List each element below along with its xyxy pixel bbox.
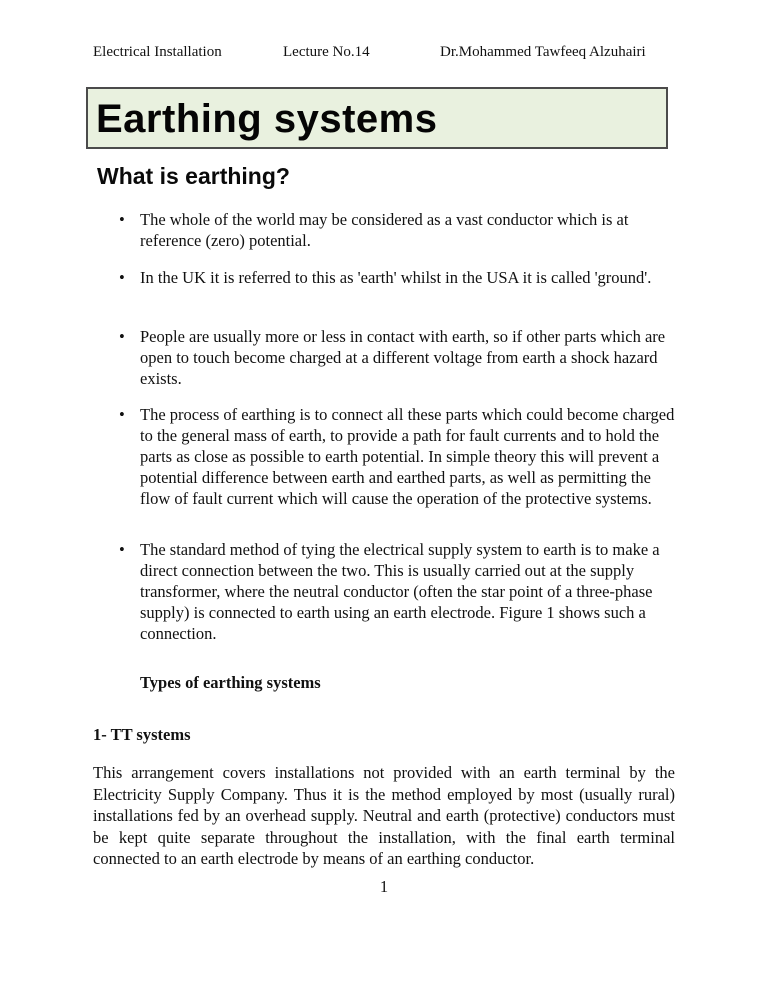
list-item-text: People are usually more or less in contact with earth, so if other parts which are open to touch become charged at a different voltage from earth a shock hazard exists. <box>140 327 666 388</box>
list-item <box>93 267 675 288</box>
list-item <box>93 209 675 251</box>
list-item <box>93 404 675 509</box>
header-lecture-number: Lecture No.14 <box>283 44 370 60</box>
header-author-name: Dr.Mohammed Tawfeeq Alzuhairi <box>440 44 646 60</box>
earthing-bullet-list <box>93 209 675 644</box>
tt-systems-paragraph: This arrangement covers installations not provided with an earth terminal by the Electricity Supply Company. Thus it is the method employed by most (usually rural) installations fed by an overhead supply. Neutral and earth (protective) conductors must be kept quite separate throughout the installation, with the final earth terminal connected to an earth electrode by means of an earthing conductor. <box>93 763 675 868</box>
list-item-text: The process of earthing is to connect all these parts which could become charged to the general mass of earth, to provide a path for fault currents and to hold the parts as close as possible to earth potential. In simple theory this will prevent a potential difference between earth and earthed parts, as well as permitting the flow of fault current which will cause the operation of the protective systems. <box>140 405 675 508</box>
types-of-earthing-heading: Types of earthing systems <box>140 673 321 692</box>
bullet-marker: • <box>119 405 125 424</box>
header-course-title: Electrical Installation <box>93 44 222 60</box>
page-number: 1 <box>379 876 389 896</box>
bullet-marker: • <box>119 327 125 346</box>
bullet-marker: • <box>119 268 125 287</box>
bullet-marker: • <box>119 210 125 229</box>
list-item <box>93 326 675 389</box>
list-item-text: The standard method of tying the electrical supply system to earth is to make a direct connection between the two. This is usually carried out at the supply transformer, where the neutral conductor (often the star point of a three-phase supply) is connected to earth using an earth electrode. Figure 1 shows such a connection. <box>140 540 660 643</box>
list-item-text: In the UK it is referred to this as 'earth' whilst in the USA it is called 'ground'. <box>140 268 652 287</box>
list-item-text: The whole of the world may be considered as a vast conductor which is at reference (zero) potential. <box>140 210 629 250</box>
bullet-marker: • <box>119 540 125 559</box>
document-header <box>93 42 675 62</box>
title-banner <box>86 87 668 149</box>
what-is-earthing-heading: What is earthing? <box>97 163 290 189</box>
list-item <box>93 539 675 644</box>
page-title: Earthing systems <box>96 97 438 141</box>
tt-systems-heading: 1- TT systems <box>93 725 191 744</box>
